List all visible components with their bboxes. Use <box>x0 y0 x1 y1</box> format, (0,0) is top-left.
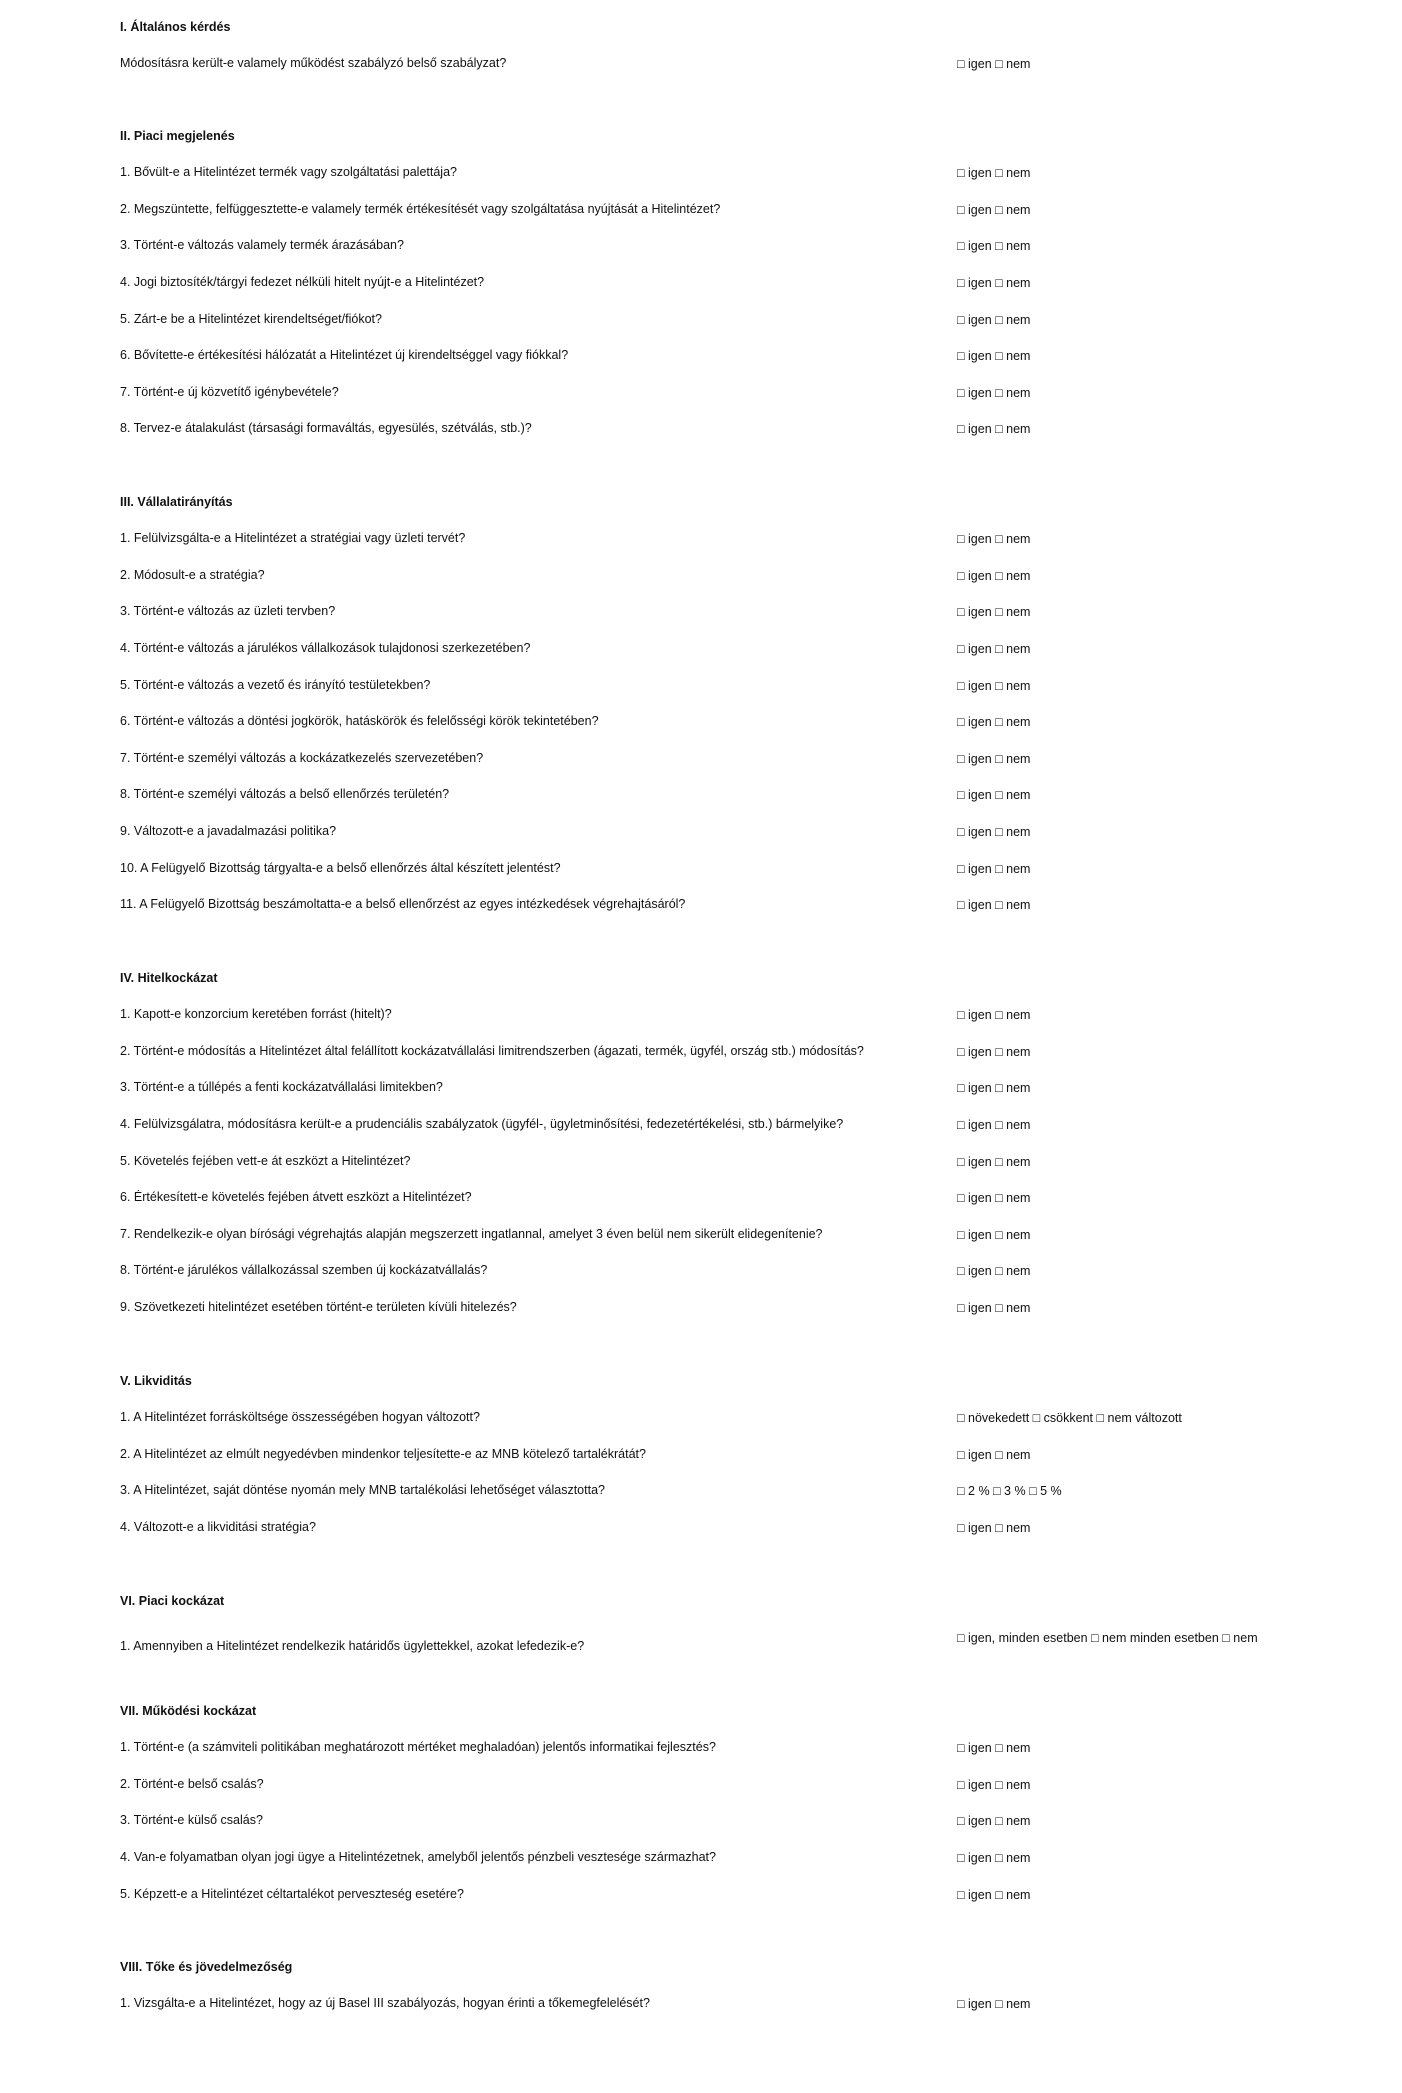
question-text: 4. Van-e folyamatban olyan jogi ügye a Hitelintézetnek, amelyből jelentős pénzbeli vesztesége származhat? <box>120 1850 716 1864</box>
question-text: 3. Történt-e a túllépés a fenti kockázatvállalási limitekben? <box>120 1080 443 1094</box>
question-row <box>120 897 1300 915</box>
question-row <box>120 165 1300 183</box>
answer-options[interactable]: □ igen □ nem <box>957 313 1031 327</box>
question-row <box>120 1887 1300 1905</box>
answer-options[interactable]: □ igen □ nem <box>957 1814 1031 1828</box>
question-row <box>120 1447 1300 1465</box>
question-row <box>120 1300 1300 1318</box>
section-title: VI. Piaci kockázat <box>120 1594 225 1608</box>
question-row <box>120 1227 1300 1245</box>
question-text: 6. Bővítette-e értékesítési hálózatát a Hitelintézet új kirendeltséggel vagy fiókkal? <box>120 348 569 362</box>
answer-options[interactable]: □ igen □ nem <box>957 788 1031 802</box>
question-row <box>120 238 1300 256</box>
question-text: 6. Értékesített-e követelés fejében átvett eszközt a Hitelintézet? <box>120 1190 472 1204</box>
answer-options[interactable]: □ igen □ nem <box>957 1741 1031 1755</box>
answer-options[interactable]: □ igen □ nem <box>957 1301 1031 1315</box>
question-text: 1. A Hitelintézet forrásköltsége összességében hogyan változott? <box>120 1410 480 1424</box>
question-row <box>120 861 1300 879</box>
question-text: 3. A Hitelintézet, saját döntése nyomán mely MNB tartalékolási lehetőséget választotta? <box>120 1483 605 1497</box>
answer-options[interactable]: □ igen □ nem <box>957 642 1031 656</box>
question-row <box>120 1630 1300 1666</box>
question-text: Módosításra került-e valamely működést szabályzó belső szabályzat? <box>120 56 507 70</box>
question-row <box>120 641 1300 659</box>
question-row <box>120 385 1300 403</box>
answer-options[interactable]: □ igen □ nem <box>957 386 1031 400</box>
question-text: 10. A Felügyelő Bizottság tárgyalta-e a belső ellenőrzés által készített jelentést? <box>120 861 561 875</box>
question-text: 1. Vizsgálta-e a Hitelintézet, hogy az új Basel III szabályozás, hogyan érinti a tőkemegfelelését? <box>120 1996 650 2010</box>
answer-options[interactable]: □ igen □ nem <box>957 1521 1031 1535</box>
question-row <box>120 1044 1300 1062</box>
section-title: V. Likviditás <box>120 1374 192 1388</box>
answer-options[interactable]: □ igen □ nem <box>957 1228 1031 1242</box>
question-text: 1. Kapott-e konzorcium keretében forrást (hitelt)? <box>120 1007 392 1021</box>
answer-options[interactable]: □ igen □ nem <box>957 1778 1031 1792</box>
answer-options[interactable]: □ igen □ nem <box>957 862 1031 876</box>
question-text: 6. Történt-e változás a döntési jogkörök, hatáskörök és felelősségi körök tekintetében? <box>120 714 599 728</box>
question-row <box>120 1483 1300 1501</box>
question-text: 8. Történt-e személyi változás a belső ellenőrzés területén? <box>120 787 450 801</box>
question-row <box>120 202 1300 220</box>
question-text: 2. Történt-e belső csalás? <box>120 1777 264 1791</box>
question-row <box>120 1850 1300 1868</box>
answer-options[interactable]: □ igen □ nem <box>957 898 1031 912</box>
question-row <box>120 787 1300 805</box>
question-text: 7. Történt-e személyi változás a kockázatkezelés szervezetében? <box>120 751 484 765</box>
question-text: 9. Változott-e a javadalmazási politika? <box>120 824 337 838</box>
question-row <box>120 312 1300 330</box>
question-row <box>120 348 1300 366</box>
section-title: VII. Működési kockázat <box>120 1704 257 1718</box>
section-title: IV. Hitelkockázat <box>120 971 218 985</box>
answer-options[interactable]: □ igen □ nem <box>957 569 1031 583</box>
question-text: 5. Zárt-e be a Hitelintézet kirendeltséget/fiókot? <box>120 312 382 326</box>
question-text: 8. Tervez-e átalakulást (társasági formaváltás, egyesülés, szétválás, stb.)? <box>120 421 532 435</box>
question-row <box>120 1263 1300 1281</box>
question-row <box>120 824 1300 842</box>
question-text: 5. Követelés fejében vett-e át eszközt a Hitelintézet? <box>120 1154 411 1168</box>
question-row <box>120 751 1300 769</box>
question-text: 3. Történt-e változás az üzleti tervben? <box>120 604 336 618</box>
question-text: 4. Történt-e változás a járulékos vállalkozások tulajdonosi szerkezetében? <box>120 641 531 655</box>
question-text: 4. Felülvizsgálatra, módosításra került-e a prudenciális szabályzatok (ügyfél-, ügyletminősítési, fedezetértékelési, stb.) bármelyike? <box>120 1117 844 1131</box>
question-text: 3. Történt-e változás valamely termék árazásában? <box>120 238 404 252</box>
answer-options[interactable]: □ igen □ nem <box>957 1118 1031 1132</box>
section-title: II. Piaci megjelenés <box>120 129 235 143</box>
question-row <box>120 1410 1300 1428</box>
question-text: 4. Változott-e a likviditási stratégia? <box>120 1520 316 1534</box>
question-row <box>120 1813 1300 1831</box>
question-row <box>120 531 1300 549</box>
answer-options[interactable]: □ igen □ nem <box>957 1997 1031 2011</box>
question-row <box>120 1007 1300 1025</box>
question-row <box>120 1080 1300 1098</box>
answer-options[interactable]: □ igen □ nem <box>957 679 1031 693</box>
answer-options[interactable]: □ igen □ nem <box>957 1448 1031 1462</box>
answer-options[interactable]: □ igen □ nem <box>957 57 1031 71</box>
answer-options[interactable]: □ igen □ nem <box>957 1045 1031 1059</box>
question-row <box>120 421 1300 439</box>
question-text: 2. A Hitelintézet az elmúlt negyedévben mindenkor teljesítette-e az MNB kötelező tartalékrátát? <box>120 1447 646 1461</box>
answer-options[interactable]: □ igen □ nem <box>957 349 1031 363</box>
answer-options[interactable]: □ igen □ nem <box>957 1081 1031 1095</box>
answer-options[interactable]: □ igen □ nem <box>957 166 1031 180</box>
answer-options[interactable]: □ igen □ nem <box>957 1851 1031 1865</box>
question-text: 3. Történt-e külső csalás? <box>120 1813 263 1827</box>
answer-options[interactable]: □ igen □ nem <box>957 1264 1031 1278</box>
answer-options[interactable]: □ igen, minden esetben □ nem minden esetben □ nem <box>957 1631 1258 1645</box>
question-text: 2. Történt-e módosítás a Hitelintézet által felállított kockázatvállalási limitrendszerben (ágazati, termék, ügyfél, ország stb.) módosítás? <box>120 1044 864 1058</box>
question-text: 4. Jogi biztosíték/tárgyi fedezet nélküli hitelt nyújt-e a Hitelintézet? <box>120 275 485 289</box>
answer-options[interactable]: □ igen □ nem <box>957 1191 1031 1205</box>
question-row <box>120 1520 1300 1538</box>
answer-options[interactable]: □ igen □ nem <box>957 1155 1031 1169</box>
question-row <box>120 1117 1300 1135</box>
question-row <box>120 714 1300 732</box>
question-row <box>120 678 1300 696</box>
question-text: 8. Történt-e járulékos vállalkozással szemben új kockázatvállalás? <box>120 1263 488 1277</box>
question-text: 11. A Felügyelő Bizottság beszámoltatta-e a belső ellenőrzést az egyes intézkedések végrehajtásáról? <box>120 897 686 911</box>
question-row <box>120 56 1300 74</box>
question-row <box>120 1190 1300 1208</box>
question-text: 1. Felülvizsgálta-e a Hitelintézet a stratégiai vagy üzleti tervét? <box>120 531 466 545</box>
question-text: 5. Képzett-e a Hitelintézet céltartalékot perveszteség esetére? <box>120 1887 464 1901</box>
question-text: 2. Módosult-e a stratégia? <box>120 568 265 582</box>
answer-options[interactable]: □ igen □ nem <box>957 532 1031 546</box>
answer-options[interactable]: □ igen □ nem <box>957 715 1031 729</box>
answer-options[interactable]: □ igen □ nem <box>957 276 1031 290</box>
question-text: 1. Bővült-e a Hitelintézet termék vagy szolgáltatási palettája? <box>120 165 457 179</box>
question-text: 2. Megszüntette, felfüggesztette-e valamely termék értékesítését vagy szolgáltatása nyújtását a Hitelintézet? <box>120 202 721 216</box>
section-title: I. Általános kérdés <box>120 20 231 34</box>
answer-options[interactable]: □ igen □ nem <box>957 1008 1031 1022</box>
answer-options[interactable]: □ igen □ nem <box>957 752 1031 766</box>
answer-options[interactable]: □ igen □ nem <box>957 825 1031 839</box>
question-row <box>120 275 1300 293</box>
question-row <box>120 1154 1300 1172</box>
question-text: 1. Történt-e (a számviteli politikában meghatározott mértéket meghaladóan) jelentős informatikai fejlesztés? <box>120 1740 716 1754</box>
answer-options[interactable]: □ igen □ nem <box>957 605 1031 619</box>
question-row <box>120 1777 1300 1795</box>
answer-options[interactable]: □ igen □ nem <box>957 203 1031 217</box>
answer-options[interactable]: □ igen □ nem <box>957 1888 1031 1902</box>
answer-options[interactable]: □ 2 % □ 3 % □ 5 % <box>957 1484 1062 1498</box>
answer-options[interactable]: □ igen □ nem <box>957 239 1031 253</box>
answer-options[interactable]: □ növekedett □ csökkent □ nem változott <box>957 1411 1182 1425</box>
question-text: 9. Szövetkezeti hitelintézet esetében történt-e területen kívüli hitelezés? <box>120 1300 517 1314</box>
question-row <box>120 568 1300 586</box>
question-row <box>120 1996 1300 2014</box>
answer-options[interactable]: □ igen □ nem <box>957 422 1031 436</box>
section-title: III. Vállalatirányítás <box>120 495 233 509</box>
question-row <box>120 1740 1300 1758</box>
question-text: 7. Történt-e új közvetítő igénybevétele? <box>120 385 339 399</box>
question-text: 7. Rendelkezik-e olyan bírósági végrehajtás alapján megszerzett ingatlannal, amelyet 3 éven belül nem sikerült elidegenítenie? <box>120 1227 823 1241</box>
question-row <box>120 604 1300 622</box>
section-title: VIII. Tőke és jövedelmezőség <box>120 1960 293 1974</box>
question-text: 5. Történt-e változás a vezető és irányító testületekben? <box>120 678 431 692</box>
question-text: 1. Amennyiben a Hitelintézet rendelkezik határidős ügylettekkel, azokat lefedezik-e? <box>120 1639 585 1653</box>
